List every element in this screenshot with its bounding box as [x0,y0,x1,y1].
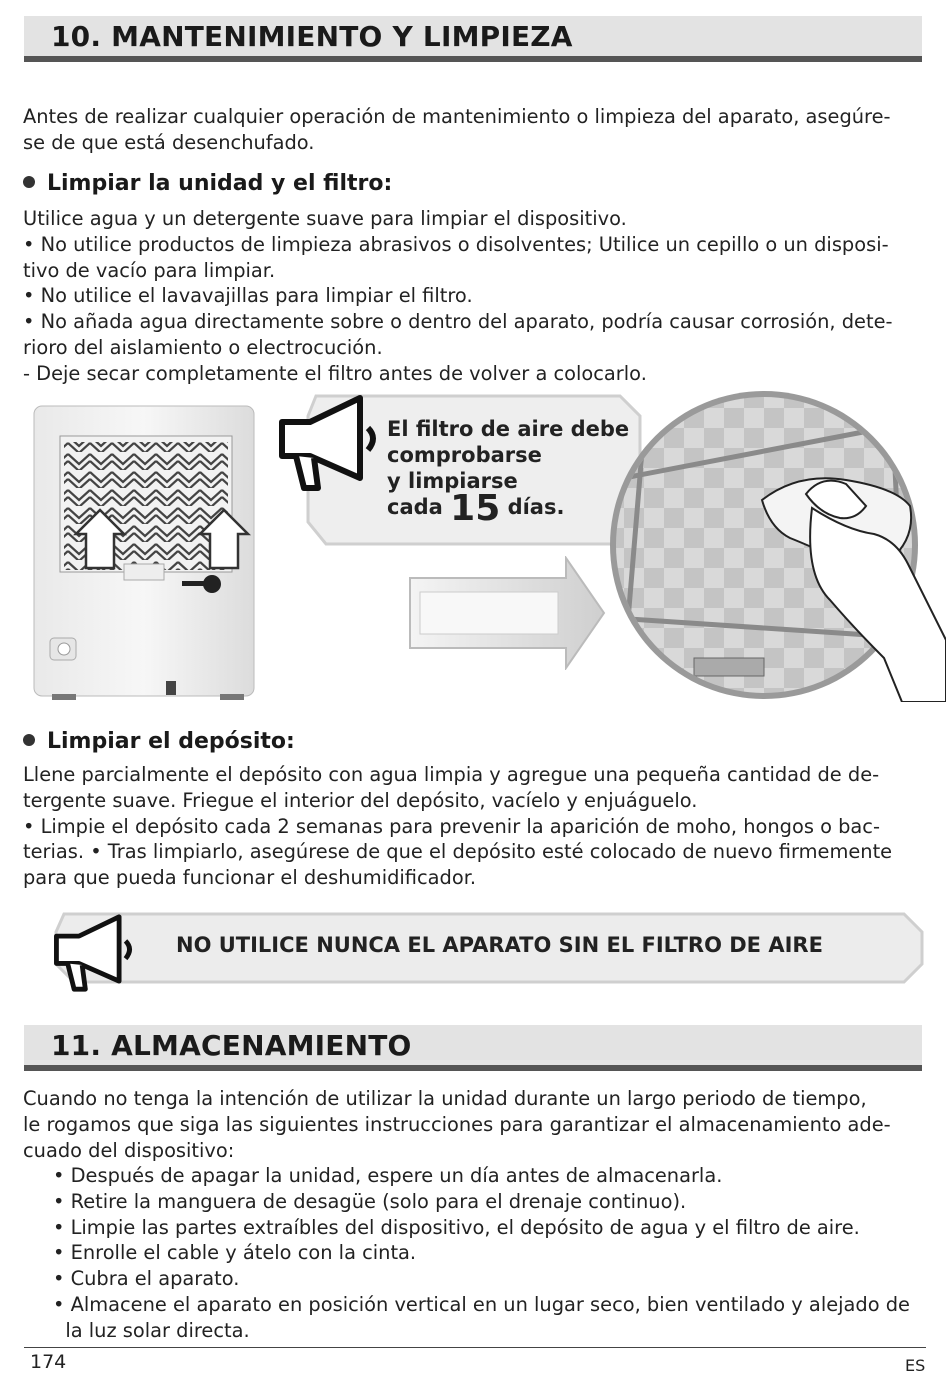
list-item: • Retire la manguera de desagüe (solo para el drenaje continuo). [53,1189,687,1213]
unit-filter-heading-text: Limpiar la unidad y el filtro: [47,171,393,196]
text-line: rioro del aislamiento o electrocución. [23,335,383,359]
text-line: le rogamos que siga las siguientes instrucciones para garantizar el almacenamiento ade- [23,1112,891,1136]
text-line: Llene parcialmente el depósito con agua limpia y agregue una pequeña cantidad de de- [23,763,880,786]
megaphone-icon [274,392,386,494]
text-line: • No añada agua directamente sobre o dentro del aparato, podría causar corrosión, dete- [23,310,893,334]
callout-dias: días. [507,495,565,519]
text-line: terias. • Tras limpiarlo, asegúrese de que el depósito esté colocado de nuevo firmemente [23,840,893,864]
text-line: tergente suave. Friegue el interior del depósito, vacíelo y enjuáguelo. [23,788,698,812]
tank-heading-text: Limpiar el depósito: [47,729,295,754]
tank-heading [23,729,295,754]
list-item: • Cubra el aparato. [53,1267,240,1291]
filter-cleaning-illustration [584,388,946,702]
list-item: • Limpie las partes extraíbles del dispositivo, el depósito de agua y el filtro de aire. [53,1215,860,1239]
dehumidifier-illustration [24,398,268,704]
callout-cada: cada [387,495,443,519]
footer-rule [24,1347,926,1348]
text-line: • Limpie el depósito cada 2 semanas para prevenir la aparición de moho, hongos o bac- [23,814,880,838]
section-11-title: 11. ALMACENAMIENTO [51,1029,412,1062]
text-line: para que pueda funcionar el deshumidificador. [23,866,477,890]
intro-line: Antes de realizar cualquier operación de mantenimiento o limpieza del aparato, asegúre- [23,105,891,128]
callout-line: El filtro de aire debe [387,417,630,441]
text-line: • No utilice productos de limpieza abrasivos o disolventes; Utilice un cepillo o un disposi- [23,232,889,256]
tank-text [23,762,923,891]
section-11-header [24,1025,922,1071]
text-line: Utilice agua y un detergente suave para limpiar el dispositivo. [23,207,627,230]
list-item: la luz solar directa. [53,1318,250,1342]
text-line: Cuando no tenga la intención de utilizar la unidad durante un largo periodo de tiempo, [23,1087,867,1110]
text-line: cuado del dispositivo: [23,1138,235,1162]
section-10-intro [23,104,923,156]
page-number: 174 [30,1351,67,1373]
warning-text: NO UTILICE NUNCA EL APARATO SIN EL FILTRO DE AIRE [176,933,823,957]
text-line: - Deje secar completamente el filtro antes de volver a colocarlo. [23,361,647,385]
list-item: • Después de apagar la unidad, espere un día antes de almacenarla. [53,1164,723,1187]
section-11-intro [23,1086,923,1163]
text-line: tivo de vacío para limpiar. [23,258,276,282]
storage-list [23,1163,933,1344]
list-item: • Almacene el aparato en posición vertical en un lugar seco, bien ventilado y alejado de [53,1292,910,1316]
bullet-icon [23,734,35,746]
section-10-header [24,16,922,62]
callout-number: 15 [450,488,501,529]
callout-line: comprobarse [387,443,542,467]
unit-filter-text [23,206,923,387]
bullet-icon [23,176,35,188]
arrow-right-icon [406,556,606,670]
section-10-title: 10. MANTENIMIENTO Y LIMPIEZA [51,20,573,53]
text-line: • No utilice el lavavajillas para limpiar el filtro. [23,284,473,308]
language-code: ES [905,1356,926,1375]
megaphone-icon [50,910,140,996]
callout-line: y limpiarse [387,469,518,493]
list-item: • Enrolle el cable y átelo con la cinta. [53,1241,417,1265]
intro-line: se de que está desenchufado. [23,130,315,154]
unit-filter-heading [23,171,392,196]
